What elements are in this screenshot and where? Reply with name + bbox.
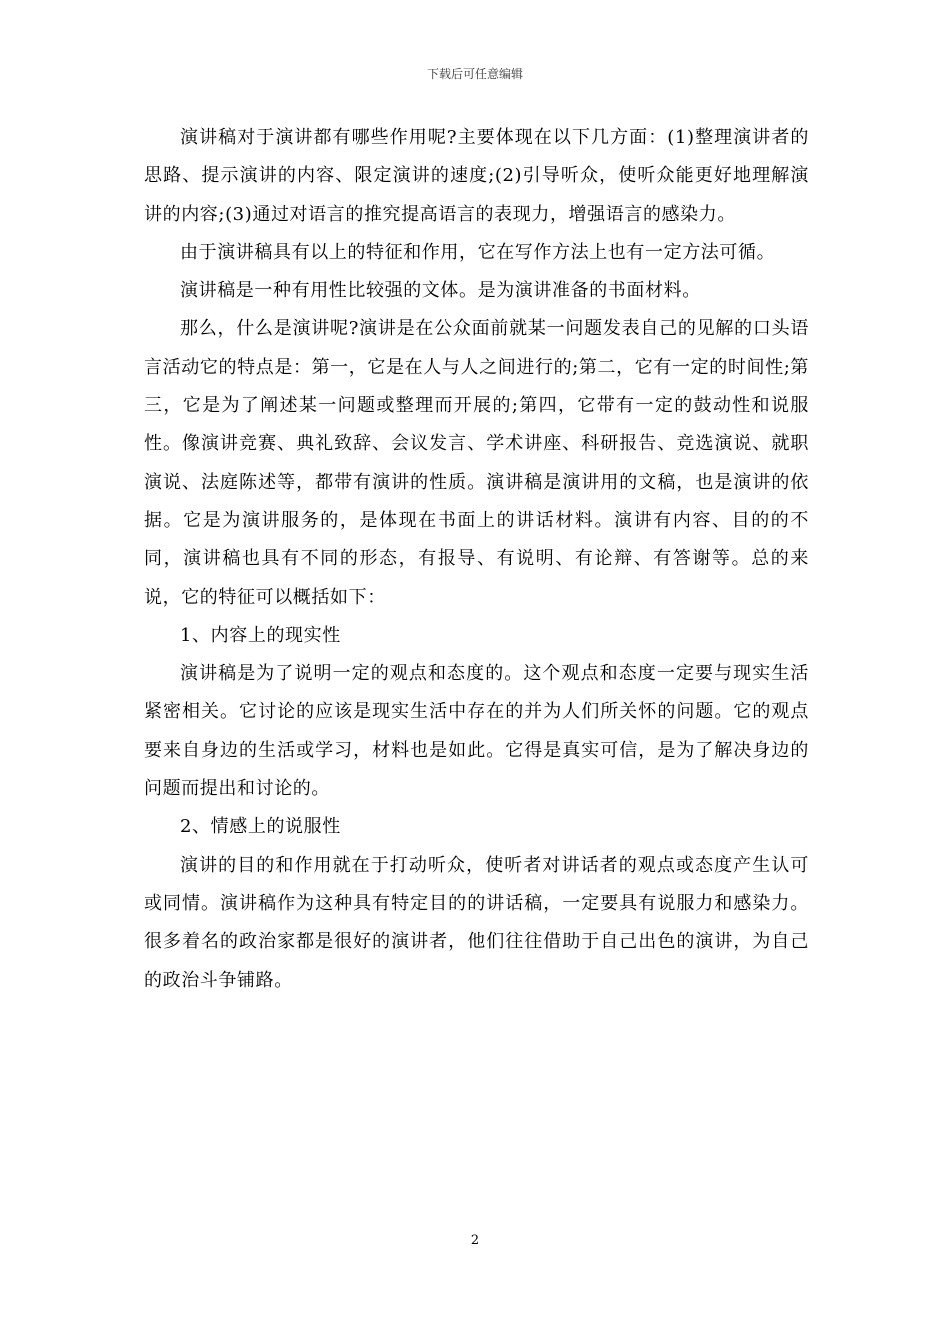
document-body <box>144 119 809 1000</box>
paragraph-practical-style: 演讲稿是一种有用性比较强的文体。是为演讲准备的书面材料。 <box>180 280 701 302</box>
paragraph-speech-functions: 演讲稿对于演讲都有哪些作用呢?主要体现在以下几方面：(1)整理演讲者的思路、提示演讲的内容、限定演讲的速度;(2)引导听众，使听众能更好地理解演讲的内容;(3)通过对语言的推究提高语言的表现力，增强语言的感染力。 <box>144 127 809 225</box>
section-heading-persuasion: 2、情感上的说服性 <box>180 816 341 838</box>
page-number: 2 <box>470 1233 480 1248</box>
paragraph-writing-method: 由于演讲稿具有以上的特征和作用，它在写作方法上也有一定方法可循。 <box>180 241 776 263</box>
section-heading-reality: 1、内容上的现实性 <box>180 624 341 646</box>
paragraph-persuasion: 演讲的目的和作用就在于打动听众，使听者对讲话者的观点或态度产生认可或同情。演讲稿作为这种具有特定目的的讲话稿，一定要具有说服力和感染力。很多着名的政治家都是很好的演讲者，他们往往借助于自己出色的演讲，为自己的政治斗争铺路。 <box>144 854 809 991</box>
page-header: 下载后可任意编辑 <box>426 67 523 81</box>
paragraph-reality: 演讲稿是为了说明一定的观点和态度的。这个观点和态度一定要与现实生活紧密相关。它讨论的应该是现实生活中存在的并为人们所关怀的问题。它的观点要来自身边的生活或学习，材料也是如此。它得是真实可信，是为了解决身边的问题而提出和讨论的。 <box>144 663 809 800</box>
paragraph-what-is-speech: 那么，什么是演讲呢?演讲是在公众面前就某一问题发表自己的见解的口头语言活动它的特点是：第一，它是在人与人之间进行的;第二，它有一定的时间性;第三，它是为了阐述某一问题或整理而开展的;第四，它带有一定的鼓动性和说服性。像演讲竞赛、典礼致辞、会议发言、学术讲座、科研报告、竞选演说、就职演说、法庭陈述等，都带有演讲的性质。演讲稿是演讲用的文稿，也是演讲的依据。它是为演讲服务的，是体现在书面上的讲话材料。演讲有内容、目的的不同，演讲稿也具有不同的形态，有报导、有说明、有论辩、有答谢等。总的来说，它的特征可以概括如下： <box>144 318 809 608</box>
